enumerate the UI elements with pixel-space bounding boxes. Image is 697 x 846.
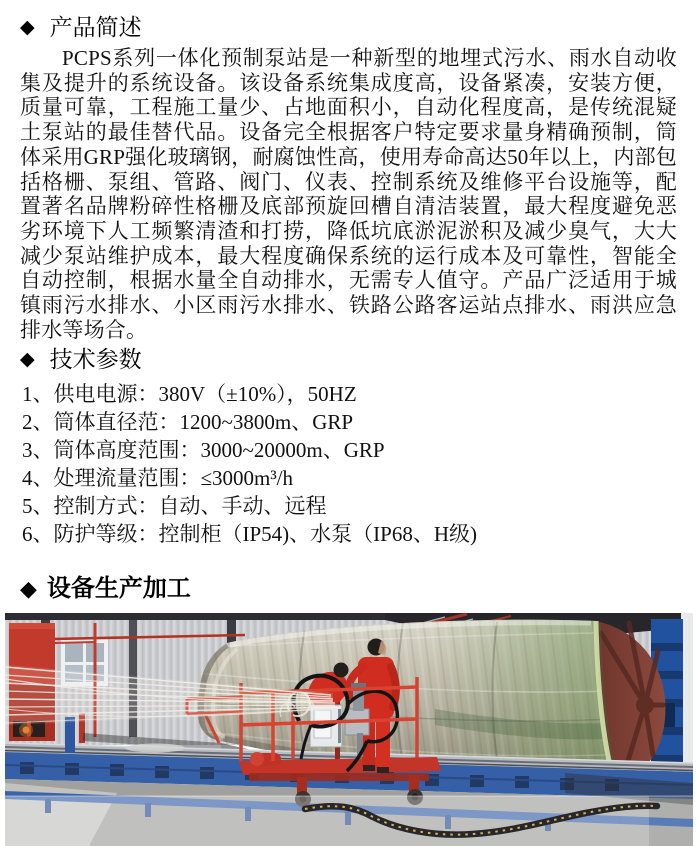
production-title: 设备生产加工 [46, 576, 191, 603]
worker-head [334, 663, 349, 678]
tech-params-list [20, 380, 677, 548]
production-heading [20, 575, 677, 604]
tech-param-item: 4、处理流量范围：≤3000m³/h [22, 466, 293, 491]
diamond-bullet-icon: ◆ [20, 576, 37, 602]
tech-params-heading [20, 345, 677, 374]
tech-param-item: 6、防护等级：控制柜（IP54)、水泵（IP68、H级) [22, 522, 477, 547]
tech-param-item: 3、筒体高度范围：3000~20000m、GRP [22, 438, 385, 463]
production-photo [5, 613, 693, 846]
creel-lamp [23, 727, 30, 734]
tech-param-item: 1、供电电源：380V（±10%），50HZ [22, 382, 357, 407]
end-cap-hub [636, 696, 654, 714]
product-brief-heading [20, 13, 677, 42]
product-brief-title: 产品简述 [49, 15, 142, 40]
tech-param-item: 2、筒体直径范：1200~3800m、GRP [22, 410, 354, 435]
section-tech-params [20, 345, 677, 548]
tech-params-title: 技术参数 [49, 347, 142, 373]
section-production [20, 575, 677, 846]
diamond-bullet-icon: ◆ [20, 16, 35, 38]
factory-photo-illustration [5, 613, 693, 846]
tech-param-item: 5、控制方式：自动、手动、远程 [22, 494, 327, 519]
product-brief-paragraph: PCPS系列一体化预制泵站是一种新型的地埋式污水、雨水自动收集及提升的系统设备。该设备系统集成度高，设备紧凑，安装方便，质量可靠，工程施工量少、占地面积小，自动化程度高，是传统混疑土泵站的最佳替代品。设备完全根据客户特定要求量身精确预制，筒体采用GRP强化玻璃钢，耐腐蚀性高，使用寿命高达50年以上，内部包括格栅、泵组、管路、阀门、仪表、控制系统及维修平台设施等，配置著名品牌粉碎性格栅及底部预旋回槽自清洁装置，最大程度避免恶劣环境下人工频繁清渣和打捞，降低坑底淤泥淤积及减少臭气，大大减少泵站维护成本，最大程度确保系统的运行成本及可靠性，智能全自动控制，根据水量全自动排水，无需专人值守。产品广泛适用于城镇雨污水排水、小区雨污水排水、铁路公路客运站点排水、雨洪应急排水等场合。 [20, 46, 677, 342]
diamond-bullet-icon: ◆ [20, 348, 35, 371]
section-product-brief [20, 13, 677, 342]
wall-column [227, 619, 236, 645]
track-post [65, 717, 75, 753]
